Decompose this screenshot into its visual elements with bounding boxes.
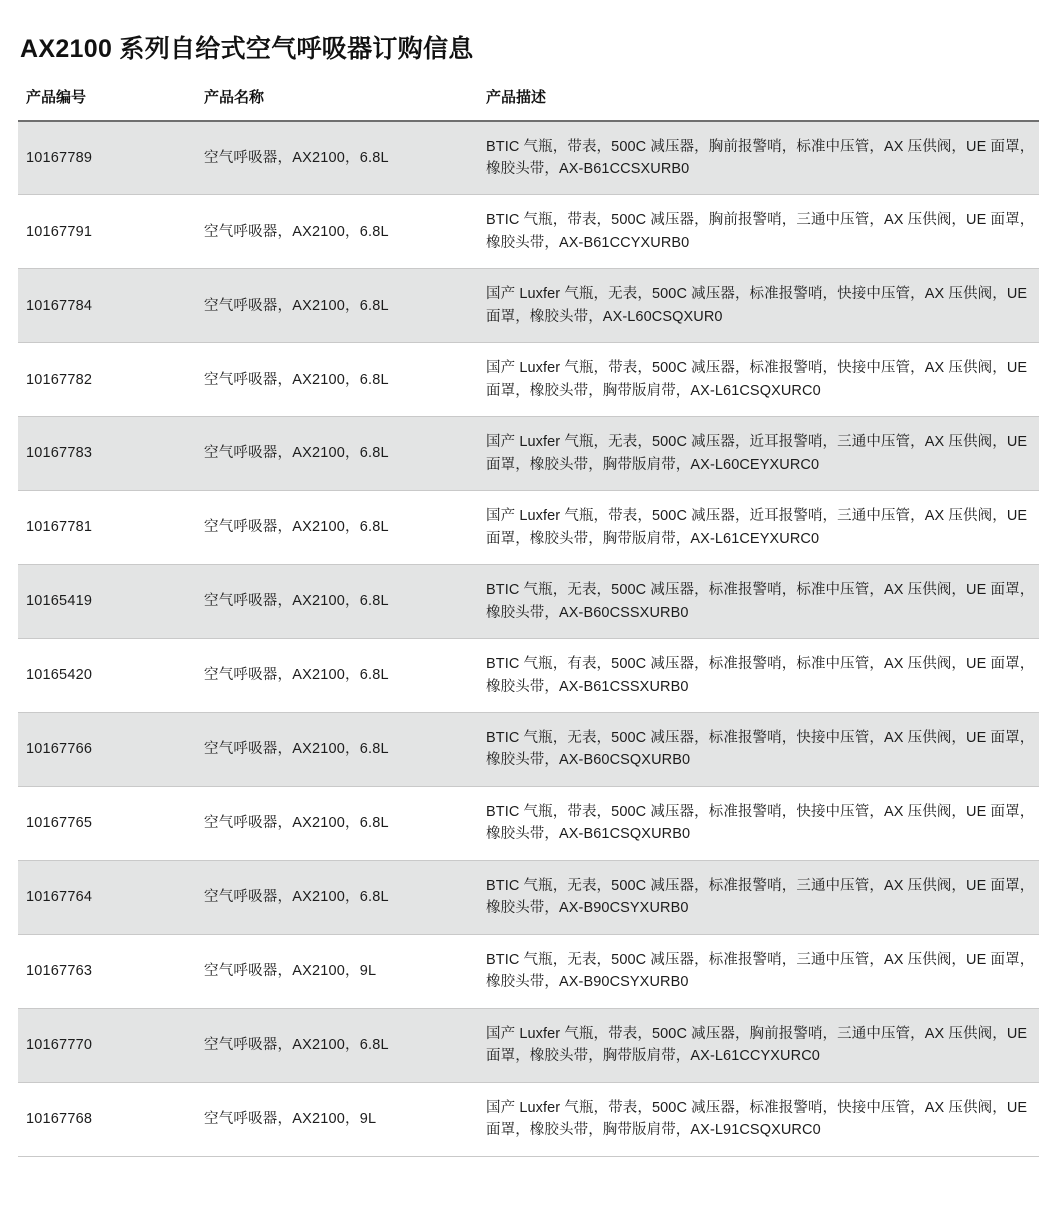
cell-product-description: BTIC 气瓶，无表，500C 减压器，标准报警哨，快接中压管，AX 压供阀，UE 面罩，橡胶头带，AX-B60CSQXURB0 bbox=[476, 713, 1039, 787]
cell-product-name: 空气呼吸器，AX2100，6.8L bbox=[194, 343, 476, 417]
cell-product-code: 10167782 bbox=[18, 343, 194, 417]
cell-product-description: BTIC 气瓶，无表，500C 减压器，标准报警哨，三通中压管，AX 压供阀，UE 面罩，橡胶头带，AX-B90CSYXURB0 bbox=[476, 934, 1039, 1008]
cell-product-name: 空气呼吸器，AX2100，6.8L bbox=[194, 417, 476, 491]
ordering-information-table bbox=[18, 82, 1039, 1157]
table-body bbox=[18, 121, 1039, 1157]
cell-product-description: BTIC 气瓶，有表，500C 减压器，标准报警哨，标准中压管，AX 压供阀，UE 面罩，橡胶头带，AX-B61CSSXURB0 bbox=[476, 639, 1039, 713]
cell-product-description: 国产 Luxfer 气瓶，带表，500C 减压器，近耳报警哨，三通中压管，AX 压供阀，UE 面罩，橡胶头带，胸带版肩带，AX-L61CEYXURC0 bbox=[476, 491, 1039, 565]
table-row bbox=[18, 195, 1039, 269]
table-row bbox=[18, 565, 1039, 639]
cell-product-code: 10167766 bbox=[18, 713, 194, 787]
cell-product-name: 空气呼吸器，AX2100，6.8L bbox=[194, 491, 476, 565]
table-row bbox=[18, 786, 1039, 860]
column-header-product-code: 产品编号 bbox=[18, 82, 194, 121]
column-header-product-name: 产品名称 bbox=[194, 82, 476, 121]
cell-product-description: 国产 Luxfer 气瓶，带表，500C 减压器，标准报警哨，快接中压管，AX 压供阀，UE 面罩，橡胶头带，胸带版肩带，AX-L61CSQXURC0 bbox=[476, 343, 1039, 417]
cell-product-name: 空气呼吸器，AX2100，6.8L bbox=[194, 121, 476, 195]
cell-product-description: BTIC 气瓶，带表，500C 减压器，胸前报警哨，标准中压管，AX 压供阀，UE 面罩，橡胶头带，AX-B61CCSXURB0 bbox=[476, 121, 1039, 195]
cell-product-name: 空气呼吸器，AX2100，6.8L bbox=[194, 639, 476, 713]
cell-product-description: 国产 Luxfer 气瓶，无表，500C 减压器，近耳报警哨，三通中压管，AX 压供阀，UE 面罩，橡胶头带，胸带版肩带，AX-L60CEYXURC0 bbox=[476, 417, 1039, 491]
cell-product-code: 10167765 bbox=[18, 786, 194, 860]
cell-product-name: 空气呼吸器，AX2100，6.8L bbox=[194, 786, 476, 860]
cell-product-code: 10167770 bbox=[18, 1008, 194, 1082]
cell-product-name: 空气呼吸器，AX2100，6.8L bbox=[194, 860, 476, 934]
cell-product-code: 10167764 bbox=[18, 860, 194, 934]
page-title: AX2100 系列自给式空气呼吸器订购信息 bbox=[20, 35, 474, 63]
cell-product-name: 空气呼吸器，AX2100，9L bbox=[194, 934, 476, 1008]
table-row bbox=[18, 934, 1039, 1008]
cell-product-name: 空气呼吸器，AX2100，6.8L bbox=[194, 713, 476, 787]
cell-product-description: BTIC 气瓶，带表，500C 减压器，标准报警哨，快接中压管，AX 压供阀，UE 面罩，橡胶头带，AX-B61CSQXURB0 bbox=[476, 786, 1039, 860]
cell-product-name: 空气呼吸器，AX2100，6.8L bbox=[194, 269, 476, 343]
table-header bbox=[18, 82, 1039, 121]
table-row bbox=[18, 121, 1039, 195]
table-row bbox=[18, 639, 1039, 713]
table-row bbox=[18, 343, 1039, 417]
table-row bbox=[18, 491, 1039, 565]
table-row bbox=[18, 1008, 1039, 1082]
cell-product-code: 10167789 bbox=[18, 121, 194, 195]
cell-product-name: 空气呼吸器，AX2100，6.8L bbox=[194, 565, 476, 639]
cell-product-code: 10167783 bbox=[18, 417, 194, 491]
cell-product-name: 空气呼吸器，AX2100，6.8L bbox=[194, 1008, 476, 1082]
table-header-row bbox=[18, 82, 1039, 121]
table-row bbox=[18, 1082, 1039, 1156]
cell-product-code: 10165419 bbox=[18, 565, 194, 639]
cell-product-code: 10165420 bbox=[18, 639, 194, 713]
cell-product-code: 10167768 bbox=[18, 1082, 194, 1156]
cell-product-description: 国产 Luxfer 气瓶，无表，500C 减压器，标准报警哨，快接中压管，AX 压供阀，UE 面罩，橡胶头带，AX-L60CSQXUR0 bbox=[476, 269, 1039, 343]
table-row bbox=[18, 713, 1039, 787]
cell-product-code: 10167791 bbox=[18, 195, 194, 269]
cell-product-code: 10167763 bbox=[18, 934, 194, 1008]
cell-product-name: 空气呼吸器，AX2100，9L bbox=[194, 1082, 476, 1156]
cell-product-description: 国产 Luxfer 气瓶，带表，500C 减压器，标准报警哨，快接中压管，AX 压供阀，UE 面罩，橡胶头带，胸带版肩带，AX-L91CSQXURC0 bbox=[476, 1082, 1039, 1156]
column-header-product-description: 产品描述 bbox=[476, 82, 1039, 121]
cell-product-description: BTIC 气瓶，无表，500C 减压器，标准报警哨，标准中压管，AX 压供阀，UE 面罩，橡胶头带，AX-B60CSSXURB0 bbox=[476, 565, 1039, 639]
cell-product-description: BTIC 气瓶，带表，500C 减压器，胸前报警哨，三通中压管，AX 压供阀，UE 面罩，橡胶头带，AX-B61CCYXURB0 bbox=[476, 195, 1039, 269]
cell-product-code: 10167781 bbox=[18, 491, 194, 565]
table-row bbox=[18, 269, 1039, 343]
table-row bbox=[18, 860, 1039, 934]
cell-product-code: 10167784 bbox=[18, 269, 194, 343]
cell-product-name: 空气呼吸器，AX2100，6.8L bbox=[194, 195, 476, 269]
cell-product-description: 国产 Luxfer 气瓶，带表，500C 减压器，胸前报警哨，三通中压管，AX 压供阀，UE 面罩，橡胶头带，胸带版肩带，AX-L61CCYXURC0 bbox=[476, 1008, 1039, 1082]
cell-product-description: BTIC 气瓶，无表，500C 减压器，标准报警哨，三通中压管，AX 压供阀，UE 面罩，橡胶头带，AX-B90CSYXURB0 bbox=[476, 860, 1039, 934]
table-row bbox=[18, 417, 1039, 491]
